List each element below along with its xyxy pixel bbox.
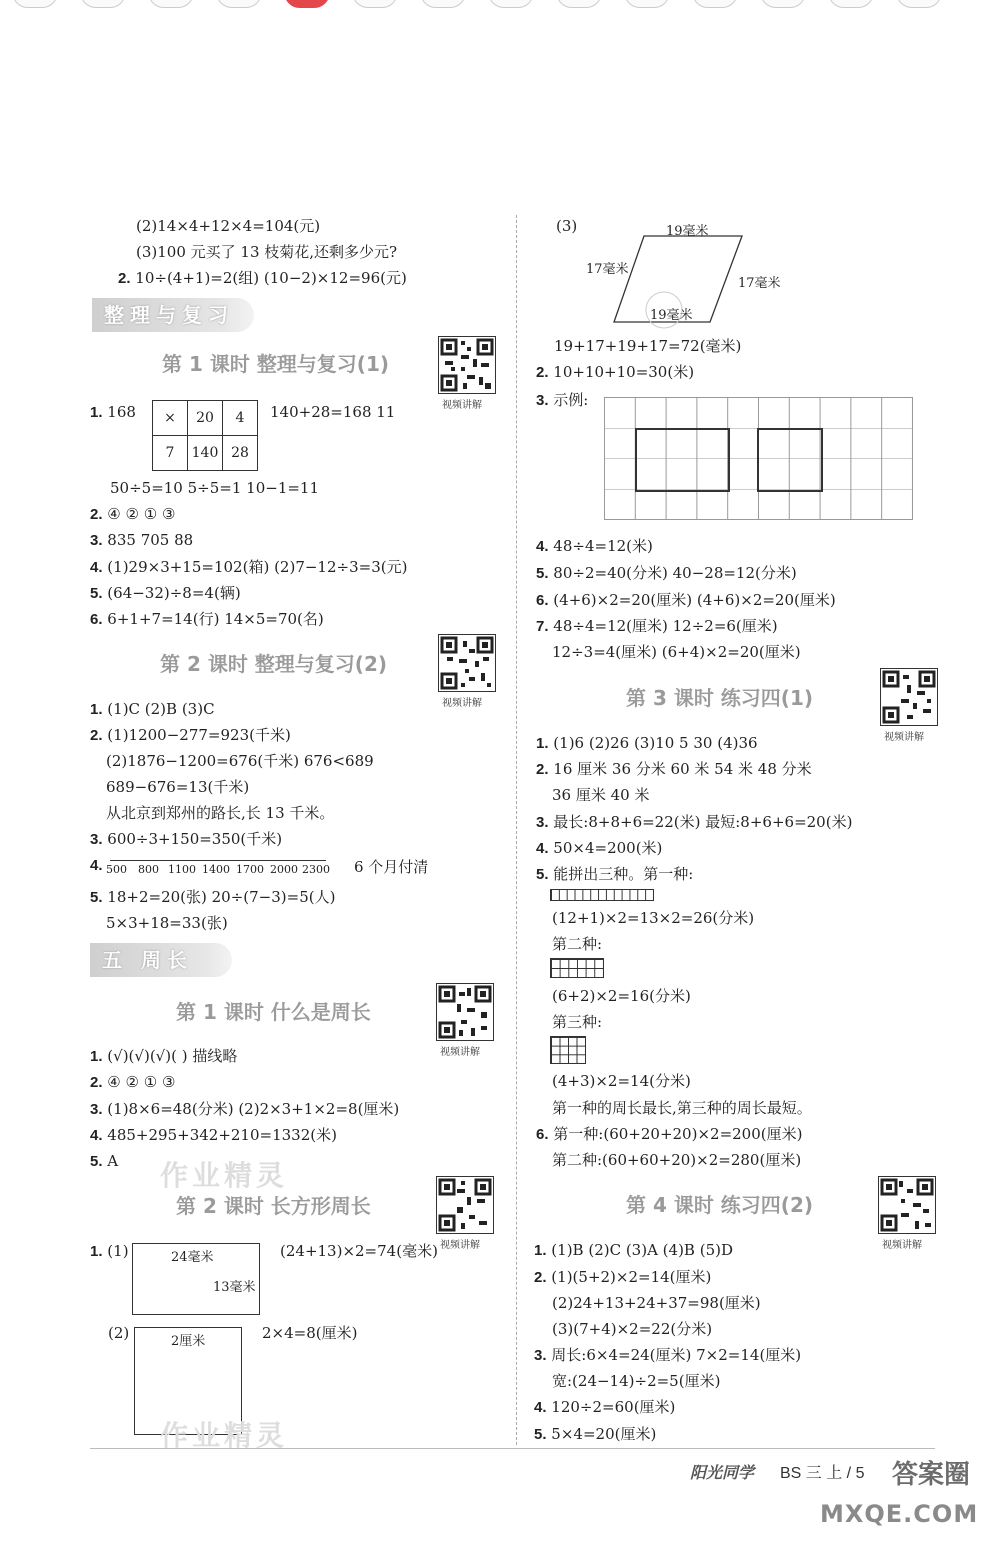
brand-text: 阳光同学	[690, 1463, 755, 1482]
tab-shape	[896, 0, 942, 8]
answer-line: (3)100 元买了 13 枝菊花,还剩多少元?	[136, 243, 398, 261]
strip-figure-3	[550, 1036, 586, 1064]
table-cell: ×	[153, 401, 188, 436]
answer-item	[536, 536, 653, 557]
item-text: (1)(5+2)×2=14(厘米)	[551, 1268, 712, 1286]
qr-pattern	[437, 984, 493, 1040]
table-cell: 7	[153, 436, 188, 471]
item-text: 48÷4=12(米)	[553, 537, 653, 555]
item-text: (√)(√)(√)( ) 描线略	[107, 1047, 238, 1065]
item-number: 7.	[536, 618, 549, 635]
para-right-label: 17毫米	[738, 276, 781, 291]
item-number: 2.	[90, 506, 103, 523]
item-number: 3.	[90, 831, 103, 848]
para-bottom-label: 19毫米	[650, 308, 693, 323]
strip-figure-2	[550, 958, 604, 978]
answer-item	[536, 590, 836, 611]
qr-pattern	[439, 635, 495, 691]
item-text: (4+6)×2=20(厘米) (4+6)×2=20(厘米)	[553, 591, 836, 609]
item-number: 5.	[536, 565, 549, 582]
item-number: 4.	[90, 857, 103, 874]
item-text: 能拼出三种。第一种:	[553, 865, 694, 883]
answer-line: (3)	[556, 217, 578, 235]
table-cell: 28	[223, 436, 258, 471]
answer-item	[90, 725, 291, 746]
answer-item	[90, 699, 215, 720]
item-text: 485+295+342+210=1332(米)	[107, 1126, 337, 1144]
item-number: 4.	[534, 1399, 547, 1416]
answer-line: 689−676=13(千米)	[106, 778, 250, 796]
item-text: (1)	[107, 1242, 129, 1260]
answer-item	[90, 557, 407, 578]
tab-shape	[352, 0, 398, 8]
item-text: 最长:8+8+6=22(米) 最短:8+6+6=20(米)	[553, 813, 853, 831]
answer-line: (12+1)×2=13×2=26(分米)	[552, 909, 755, 927]
item-number: 5.	[536, 866, 549, 883]
answer-item	[90, 530, 193, 551]
item-text: ④ ② ① ③	[107, 505, 176, 523]
strip-figure-1	[550, 889, 654, 901]
tab-shape	[624, 0, 670, 8]
qr-pattern	[439, 337, 495, 393]
rect-length-label: 24毫米	[171, 1250, 214, 1265]
number-line-axis	[110, 860, 326, 861]
number-line-tick: 1100	[168, 863, 196, 876]
para-top-label: 19毫米	[666, 224, 709, 239]
tab-shape	[828, 0, 874, 8]
answer-item	[90, 1241, 129, 1262]
item-number: 2.	[118, 270, 131, 287]
answer-line: 12÷3=4(厘米) (6+4)×2=20(厘米)	[552, 643, 801, 661]
answer-line: (24+13)×2=74(毫米)	[280, 1242, 438, 1260]
qr-label: 视频讲解	[882, 1240, 922, 1251]
rect-width-label: 13毫米	[213, 1280, 256, 1295]
answer-item	[536, 390, 588, 411]
item-text: 16 厘米 36 分米 60 米 54 米 48 分米	[553, 760, 812, 778]
item-number: 4.	[536, 840, 549, 857]
answer-item	[90, 855, 103, 876]
answer-line: (4+3)×2=14(分米)	[552, 1072, 691, 1090]
item-text: 120÷2=60(厘米)	[551, 1398, 676, 1416]
number-line-tick: 2300	[302, 863, 330, 876]
answer-item	[90, 583, 241, 604]
answer-item	[90, 504, 175, 525]
top-tab-strip	[0, 0, 1000, 14]
item-number: 4.	[90, 559, 103, 576]
answer-item	[536, 838, 662, 859]
table-cell: 4	[223, 401, 258, 436]
answer-line: 19+17+19+17=72(毫米)	[554, 337, 742, 355]
qr-label: 视频讲解	[884, 732, 924, 743]
qr-pattern	[879, 1177, 935, 1233]
item-number: 1.	[90, 1048, 103, 1065]
tab-shape	[692, 0, 738, 8]
number-line	[104, 848, 330, 878]
item-text: 168	[107, 403, 136, 421]
lesson-title: 第 2 课时 长方形周长	[176, 1194, 371, 1218]
square-side-label: 2厘米	[171, 1334, 206, 1349]
item-number: 2.	[90, 1074, 103, 1091]
answer-line: (3)(7+4)×2=22(分米)	[552, 1320, 713, 1338]
answer-item	[90, 1099, 399, 1120]
para-left-label: 17毫米	[586, 262, 629, 277]
logo-watermark: 答案圈	[892, 1460, 971, 1490]
answer-line: 6 个月付清	[354, 858, 429, 876]
qr-code-icon[interactable]	[436, 983, 494, 1041]
item-number: 3.	[536, 814, 549, 831]
answer-item	[534, 1345, 801, 1366]
item-text: 示例:	[553, 391, 589, 409]
number-line-tick: 1400	[202, 863, 230, 876]
answer-line: 5×3+18=33(张)	[106, 914, 228, 932]
table-cell: 140	[188, 436, 223, 471]
item-text: 18+2=20(张) 20÷(7−3)=5(人)	[107, 888, 336, 906]
item-number: 1.	[536, 735, 549, 752]
item-text: 80÷2=40(分米) 40−28=12(分米)	[553, 564, 797, 582]
page-number: BS 三 上 / 5	[780, 1465, 865, 1482]
item-number: 2.	[536, 761, 549, 778]
answer-item	[534, 1397, 675, 1418]
item-text: (1)29×3+15=102(箱) (2)7−12÷3=3(元)	[107, 558, 408, 576]
answer-line: (2)	[108, 1324, 130, 1342]
answer-line: (2)14×4+12×4=104(元)	[136, 217, 321, 235]
item-text: 第一种:(60+20+20)×2=200(厘米)	[553, 1125, 803, 1143]
answer-item	[536, 812, 852, 833]
grid-rectangle-a	[635, 428, 730, 492]
answer-line: 36 厘米 40 米	[552, 786, 650, 804]
answer-line: 140+28=168 11	[270, 403, 396, 421]
lesson-title: 第 1 课时 什么是周长	[176, 1000, 371, 1024]
watermark: 作业精灵	[160, 1159, 289, 1192]
answer-item	[536, 616, 778, 637]
item-number: 5.	[90, 889, 103, 906]
answer-item	[536, 1124, 802, 1145]
qr-code-icon[interactable]	[436, 1176, 494, 1234]
qr-label: 视频讲解	[440, 1240, 480, 1251]
answer-item	[90, 1151, 118, 1172]
multiplication-table	[152, 400, 258, 471]
site-watermark: MXQE.COM	[820, 1500, 979, 1528]
item-number: 5.	[534, 1426, 547, 1443]
number-line-tick: 2000	[270, 863, 298, 876]
answer-item	[90, 609, 324, 630]
example-grid	[604, 397, 913, 520]
answer-item	[536, 362, 694, 383]
item-text: 835 705 88	[107, 531, 194, 549]
item-text: 48÷4=12(厘米) 12÷2=6(厘米)	[553, 617, 778, 635]
answer-line: (6+2)×2=16(分米)	[552, 987, 691, 1005]
answer-item	[90, 1046, 237, 1067]
lesson-title: 第 4 课时 练习四(2)	[626, 1193, 814, 1217]
answer-item	[90, 1125, 337, 1146]
item-text: (64−32)÷8=4(辆)	[107, 584, 241, 602]
answer-item	[536, 733, 758, 754]
tab-shape	[760, 0, 806, 8]
item-text: 10+10+10=30(米)	[553, 363, 695, 381]
answer-item	[90, 829, 282, 850]
qr-code-icon[interactable]	[438, 336, 496, 394]
answer-item	[90, 887, 335, 908]
qr-label: 视频讲解	[442, 400, 482, 411]
qr-code-icon[interactable]	[878, 1176, 936, 1234]
tab-shape	[216, 0, 262, 8]
item-text: 5×4=20(厘米)	[551, 1425, 657, 1443]
answer-line: (2)24+13+24+37=98(厘米)	[552, 1294, 761, 1312]
answer-line: 第一种的周长最长,第三种的周长最短。	[552, 1099, 812, 1117]
number-line-tick: 800	[138, 863, 159, 876]
answer-item	[90, 1072, 175, 1093]
item-number: 6.	[536, 1126, 549, 1143]
section-banner: 五 周长	[90, 943, 232, 977]
lesson-title: 第 3 课时 练习四(1)	[626, 686, 814, 710]
answer-line: 第二种:	[552, 935, 603, 953]
answer-item	[534, 1424, 656, 1445]
answer-item	[536, 563, 797, 584]
answer-item	[534, 1267, 711, 1288]
footer-rule	[90, 1448, 935, 1449]
item-number: 4.	[536, 538, 549, 555]
answer-line: 从北京到郑州的路长,长 13 千米。	[106, 804, 335, 822]
item-text: (1)8×6=48(分米) (2)2×3+1×2=8(厘米)	[107, 1100, 400, 1118]
tab-shape-active	[284, 0, 330, 8]
item-number: 5.	[90, 585, 103, 602]
qr-label: 视频讲解	[442, 698, 482, 709]
answer-line: 第三种:	[552, 1013, 603, 1031]
item-number: 1.	[90, 1243, 103, 1260]
item-text: (1)B (2)C (3)A (4)B (5)D	[551, 1241, 733, 1259]
item-number: 3.	[536, 392, 549, 409]
item-number: 5.	[90, 1153, 103, 1170]
lesson-title: 第 2 课时 整理与复习(2)	[160, 652, 388, 676]
answer-item	[90, 402, 136, 423]
item-number: 6.	[90, 611, 103, 628]
grid-rectangle-b	[757, 428, 823, 492]
qr-pattern	[437, 1177, 493, 1233]
item-number: 2.	[534, 1269, 547, 1286]
answer-item	[536, 864, 693, 885]
column-divider	[516, 215, 517, 1445]
answer-line: 50÷5=10 5÷5=1 10−1=11	[110, 479, 320, 497]
item-text: 周长:6×4=24(厘米) 7×2=14(厘米)	[551, 1346, 802, 1364]
tab-shape	[488, 0, 534, 8]
answer-line: (2)1876−1200=676(千米) 676<689	[106, 752, 374, 770]
answer-line: 宽:(24−14)÷2=5(厘米)	[552, 1372, 721, 1390]
item-text: A	[107, 1152, 119, 1170]
item-number: 2.	[536, 364, 549, 381]
tab-shape	[556, 0, 602, 8]
qr-code-icon[interactable]	[438, 634, 496, 692]
number-line-tick: 500	[106, 863, 127, 876]
answer-item	[118, 268, 407, 289]
item-number: 3.	[90, 532, 103, 549]
item-number: 1.	[90, 404, 103, 421]
answer-line: 第二种:(60+60+20)×2=280(厘米)	[552, 1151, 802, 1169]
item-text: (1)1200−277=923(千米)	[107, 726, 291, 744]
lesson-title: 第 1 课时 整理与复习(1)	[162, 352, 390, 376]
section-banner: 整理与复习	[92, 298, 254, 332]
tab-shape	[148, 0, 194, 8]
number-line-tick: 1700	[236, 863, 264, 876]
item-number: 1.	[534, 1242, 547, 1259]
tab-shape	[80, 0, 126, 8]
item-text: 600÷3+150=350(千米)	[107, 830, 283, 848]
item-number: 3.	[534, 1347, 547, 1364]
tab-shape	[420, 0, 466, 8]
item-number: 6.	[536, 592, 549, 609]
table-cell: 20	[188, 401, 223, 436]
item-text: (1)6 (2)26 (3)10 5 30 (4)36	[553, 734, 758, 752]
rectangle-figure	[132, 1243, 260, 1315]
item-number: 1.	[90, 701, 103, 718]
item-text: 10÷(4+1)=2(组) (10−2)×12=96(元)	[135, 269, 407, 287]
qr-code-icon[interactable]	[880, 668, 938, 726]
answer-item	[534, 1240, 733, 1261]
item-number: 3.	[90, 1101, 103, 1118]
answer-line: 2×4=8(厘米)	[262, 1324, 358, 1342]
item-text: ④ ② ① ③	[107, 1073, 176, 1091]
qr-label: 视频讲解	[440, 1047, 480, 1058]
item-text: 50×4=200(米)	[553, 839, 663, 857]
tab-shape	[12, 0, 58, 8]
watermark: 作业精灵	[160, 1419, 289, 1452]
item-number: 4.	[90, 1127, 103, 1144]
answer-item	[536, 759, 812, 780]
qr-pattern	[881, 669, 937, 725]
item-text: (1)C (2)B (3)C	[107, 700, 215, 718]
item-text: 6+1+7=14(行) 14×5=70(名)	[107, 610, 324, 628]
item-number: 2.	[90, 727, 103, 744]
